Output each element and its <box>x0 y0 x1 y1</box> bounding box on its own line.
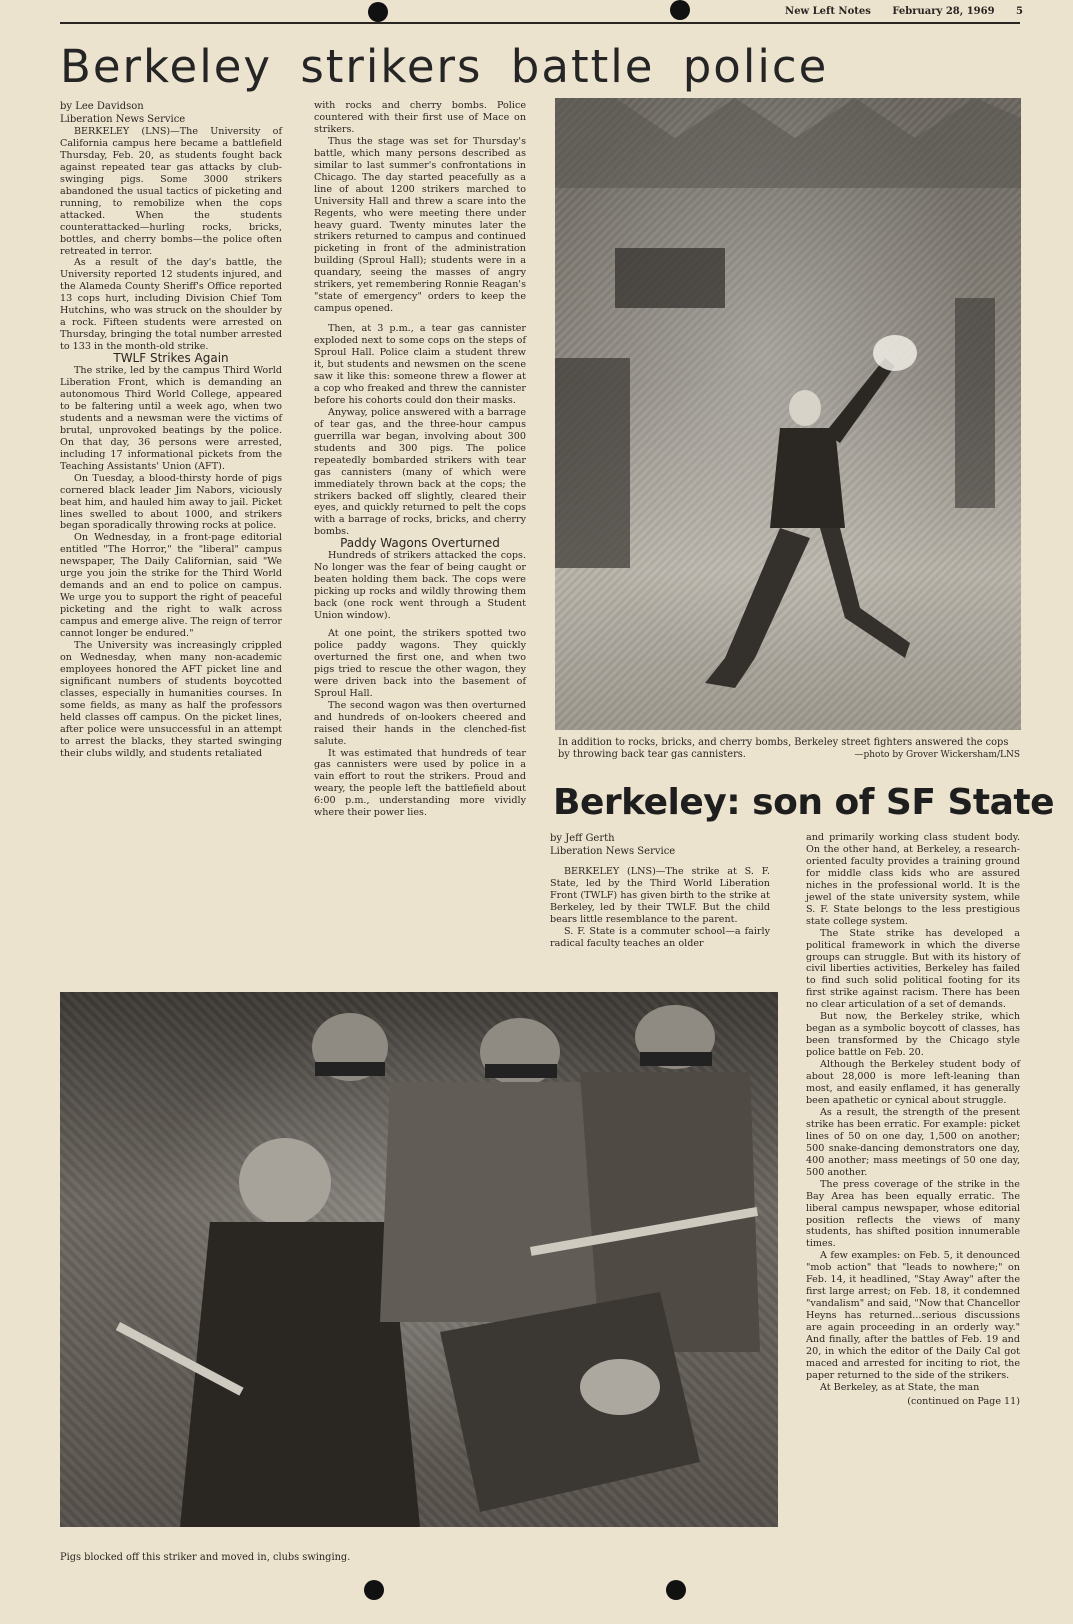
paragraph: On Wednesday, in a front-page editorial entitled "The Horror," the "liberal" campus newspaper, The Daily Californian, said "We urge you join the strike for the Third World demands and an end to police on campus. We urge you to support the right of peaceful picketing and the right to walk across campus and emerge alive. The reign of terror cannot longer be endured." <box>60 532 282 640</box>
binder-hole-bottom-right <box>666 1580 686 1600</box>
photo-street-fighter-figure <box>555 98 1021 730</box>
paragraph: The second wagon was then overturned and hundreds of on-lookers cheered and raised their hands in the clenched-fist salute. <box>314 699 526 747</box>
photo-street-fighter <box>555 98 1021 730</box>
photo-police-clubbing-striker <box>60 992 778 1527</box>
photo1-credit: —photo by Grover Wickersham/LNS <box>854 750 1020 760</box>
photo2-caption: Pigs blocked off this striker and moved in, clubs swinging. <box>60 1552 351 1563</box>
masthead-page-number: 5 <box>1016 6 1023 17</box>
binder-hole-top-left <box>368 2 388 22</box>
paragraph: The press coverage of the strike in the Bay Area has been equally erratic. The liberal campus newspaper, whose editorial position reflects the views of many students, has shifted position innumerable times. <box>806 1178 1020 1250</box>
story1-byline-author: by Lee Davidson <box>60 101 144 112</box>
paragraph: S. F. State is a commuter school—a fairly radical faculty teaches an older <box>550 925 770 949</box>
story1-column-1 <box>60 100 282 760</box>
binder-hole-bottom-left <box>364 1580 384 1600</box>
paragraph: But now, the Berkeley strike, which began as a symbolic boycott of classes, has been transformed by the Chicago style police battle on Feb. 20. <box>806 1011 1020 1059</box>
story2-column-2 <box>806 832 1020 1408</box>
paragraph: Although the Berkeley student body of about 28,000 is more left-leaning than most, and easily enflamed, it has generally been apathetic or cynical about struggle. <box>806 1059 1020 1106</box>
masthead-publication: New Left Notes <box>785 6 871 17</box>
paragraph: with rocks and cherry bombs. Police countered with their first use of Mace on strikers. <box>314 100 526 135</box>
secondary-headline: Berkeley: son of SF State <box>553 782 1055 823</box>
masthead-rule <box>60 22 1020 24</box>
paragraph: The University was increasingly crippled on Wednesday, when many non-academic employees honored the AFT picket line and significant numbers of students boycotted classes, especially in humanities courses. In some fields, as many as half the professors held classes off campus. On the picket lines, after police were unsuccessful in an attempt to arrest the blacks, they started swinging their clubs wildly, and students retaliated <box>60 639 282 759</box>
paragraph: As a result of the day's battle, the University reported 12 students injured, and the Alameda County Sheriff's Office reported 13 cops hurt, including Division Chief Tom Hutchins, who was struck on the shoulder by a rock. Fifteen students were arrested on Thursday, bringing the total number arrested to 133 in the month-old strike. <box>60 257 282 353</box>
paragraph: Thus the stage was set for Thursday's battle, which many persons described as similar to last summer's confrontations in Chicago. The day started peacefully as a line of about 1200 strikers marched to University Hall and threw a scare into the Regents, who were meeting there under heavy guard. Twenty minutes later the strikers returned to campus and continued picketing in front of the administration building (Sproul Hall); students were in a quandary, seeing the masses of angry strikers, yet remembering Ronnie Reagan's "state of emergency" orders to keep the campus opened. <box>314 135 526 315</box>
subhead-paddy-wagons-overturned: Paddy Wagons Overturned <box>340 536 500 551</box>
photo-police-clubbing-striker-figures <box>60 992 778 1527</box>
masthead <box>767 6 1023 17</box>
photo1-caption-text: In addition to rocks, bricks, and cherry bombs, Berkeley street fighters answered the cops by throwing back tear gas cannisters. <box>558 737 1009 760</box>
paragraph: Hundreds of strikers attacked the cops. No longer was the fear of being caught or beaten holding them back. The cops were picking up rocks and wildly throwing them back (one rock went through a Student Union window). <box>314 550 526 622</box>
paragraph: As a result, the strength of the present strike has been erratic. For example: picket lines of 50 on one day, 1,500 on another; 500 snake-dancing demonstrators one day, 400 another; mass meetings of 50 one day, 500 another. <box>806 1106 1020 1178</box>
subhead-twlf-strikes-again: TWLF Strikes Again <box>113 351 229 366</box>
paragraph: The State strike has developed a political framework in which the diverse groups can struggle. But with its history of civil liberties activities, Berkeley has failed to find such solid political footing for its first strike against racism. There has been no clear articulation of a set of demands. <box>806 927 1020 1011</box>
paragraph: BERKELEY (LNS)—The University of California campus here became a battlefield Thursday, Feb. 20, as students fought back against repeated tear gas attacks by club-swinging pigs. Some 3000 strikers abandoned the usual tactics of picketing and running, to remobilize when the cops attacked. When the students counterattacked—hurling rocks, bricks, bottles, and cherry bombs—the police often retreated in terror. <box>60 126 282 257</box>
paragraph: BERKELEY (LNS)—The strike at S. F. State, led by the Third World Liberation Front (TWLF) has given birth to the strike at Berkeley, led by their TWLF. But the child bears little resemblance to the parent. <box>550 866 770 925</box>
story1-byline-service: Liberation News Service <box>60 114 186 125</box>
paragraph: A few examples: on Feb. 5, it denounced "mob action" that "leads to nowhere;" on Feb. 14, it headlined, "Stay Away" after the first large arrest; on Feb. 18, it condemned "vandalism" and said, "Now that Chancellor Heyns has returned...serious discussions are again proceeding in an orderly way." And finally, after the battles of Feb. 19 and 20, in which the editor of the Daily Cal got maced and arrested for inciting to riot, the paper returned to the side of the strikers. <box>806 1250 1020 1381</box>
paragraph: At one point, the strikers spotted two police paddy wagons. They quickly overturned the first one, and when two pigs tried to rescue the other wagon, they were driven back into the basement of Sproul Hall. <box>314 627 526 699</box>
story1-column-2 <box>314 100 526 819</box>
paragraph: It was estimated that hundreds of tear gas cannisters were used by police in a vain effort to rout the strikers. Proud and weary, the people left the battlefield about 6:00 p.m., understanding more vividly where their power lies. <box>314 747 526 819</box>
paragraph: Then, at 3 p.m., a tear gas cannister exploded next to some cops on the steps of Sproul Hall. Police claim a student threw it, but students and newsmen on the scene saw it like this: someone threw a flower at a cop who freaked and threw the cannister before his cohorts could don their masks. <box>314 323 526 406</box>
story2-byline-author: by Jeff Gerth <box>550 833 615 844</box>
paragraph: On Tuesday, a blood-thirsty horde of pigs cornered black leader Jim Nabors, viciously beat him, and hauled him away to jail. Picket lines swelled to about 1000, and strikers began sporadically throwing rocks at police. <box>60 472 282 532</box>
story2-byline <box>550 832 770 858</box>
masthead-date: February 28, 1969 <box>892 6 995 17</box>
paragraph: Anyway, police answered with a barrage of tear gas, and the three-hour campus guerrilla war began, involving about 300 students and 300 pigs. The police repeatedly bombarded strikers with tear gas cannisters (many of which were immediately thrown back at the cops; the strikers backed off slightly, cleared their eyes, and quickly returned to pelt the cops with a barrage of rocks, bricks, and cherry bombs. <box>314 406 526 538</box>
binder-hole-top-right <box>670 0 690 20</box>
story1-byline <box>60 100 282 126</box>
story2-column-1 <box>550 832 770 950</box>
paragraph: and primarily working class student body. On the other hand, at Berkeley, a research-oriented faculty provides a training ground for middle class kids who are assured niches in the professional world. It is the jewel of the state university system, while S. F. State belongs to the less prestigious state college system. <box>806 832 1020 927</box>
paragraph: The strike, led by the campus Third World Liberation Front, which is demanding an autonomous Third World College, appeared to be faltering until a week ago, when two students and a newsman were the victims of brutal, unprovoked beatings by the police. On that day, 36 persons were arrested, including 17 informational pickets from the Teaching Assistants' Union (AFT). <box>60 365 282 472</box>
story2-byline-service: Liberation News Service <box>550 846 676 857</box>
main-headline: Berkeley strikers battle police <box>60 40 829 93</box>
continued-note: (continued on Page 11) <box>907 1395 1020 1407</box>
paragraph: At Berkeley, as at State, the man <box>820 1381 980 1393</box>
photo1-caption <box>558 737 1020 761</box>
